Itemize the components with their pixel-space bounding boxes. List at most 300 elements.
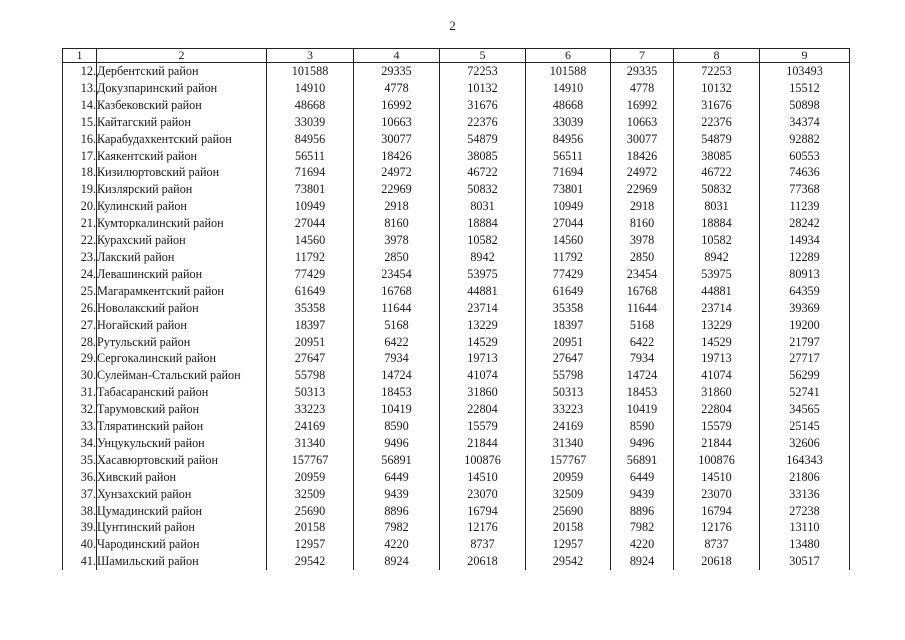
district-name: Рутульский район [97, 334, 267, 351]
value-cell: 29542 [267, 553, 354, 570]
value-cell: 8031 [674, 198, 760, 215]
value-cell: 22969 [611, 181, 674, 198]
value-cell: 23454 [354, 266, 440, 283]
district-name: Цумадинский район [97, 503, 267, 520]
row-number: 22. [63, 232, 97, 249]
value-cell: 4220 [354, 536, 440, 553]
value-cell: 8896 [611, 503, 674, 520]
value-cell: 77368 [760, 181, 850, 198]
value-cell: 8737 [440, 536, 526, 553]
value-cell: 53975 [440, 266, 526, 283]
value-cell: 27647 [267, 350, 354, 367]
value-cell: 55798 [526, 367, 611, 384]
district-name: Сулейман-Стальский район [97, 367, 267, 384]
value-cell: 10582 [440, 232, 526, 249]
value-cell: 31860 [440, 384, 526, 401]
value-cell: 24972 [354, 164, 440, 181]
value-cell: 18453 [611, 384, 674, 401]
value-cell: 8942 [674, 249, 760, 266]
value-cell: 14529 [674, 334, 760, 351]
value-cell: 8924 [611, 553, 674, 570]
district-name: Кизилюртовский район [97, 164, 267, 181]
value-cell: 30517 [760, 553, 850, 570]
row-number: 38. [63, 503, 97, 520]
district-name: Новолакский район [97, 300, 267, 317]
value-cell: 3978 [354, 232, 440, 249]
column-header-7: 7 [611, 49, 674, 63]
value-cell: 22969 [354, 181, 440, 198]
value-cell: 48668 [526, 97, 611, 114]
row-number: 17. [63, 148, 97, 165]
data-table [62, 48, 850, 570]
value-cell: 11644 [354, 300, 440, 317]
value-cell: 164343 [760, 452, 850, 469]
value-cell: 157767 [526, 452, 611, 469]
row-number: 28. [63, 334, 97, 351]
value-cell: 11644 [611, 300, 674, 317]
value-cell: 41074 [440, 367, 526, 384]
district-name: Карабудахкентский район [97, 131, 267, 148]
district-name: Докузпаринский район [97, 80, 267, 97]
value-cell: 80913 [760, 266, 850, 283]
value-cell: 8031 [440, 198, 526, 215]
column-header-5: 5 [440, 49, 526, 63]
table-row [63, 469, 850, 486]
column-header-2: 2 [97, 49, 267, 63]
value-cell: 100876 [440, 452, 526, 469]
value-cell: 33223 [526, 401, 611, 418]
value-cell: 10132 [440, 80, 526, 97]
district-name: Унцукульский район [97, 435, 267, 452]
value-cell: 4778 [354, 80, 440, 97]
table-body [63, 63, 850, 571]
district-name: Чародинский район [97, 536, 267, 553]
value-cell: 73801 [526, 181, 611, 198]
value-cell: 20618 [674, 553, 760, 570]
value-cell: 14724 [611, 367, 674, 384]
value-cell: 48668 [267, 97, 354, 114]
value-cell: 50313 [526, 384, 611, 401]
table-row [63, 232, 850, 249]
row-number: 40. [63, 536, 97, 553]
column-header-3: 3 [267, 49, 354, 63]
table-row [63, 367, 850, 384]
value-cell: 6422 [354, 334, 440, 351]
value-cell: 31340 [267, 435, 354, 452]
value-cell: 14934 [760, 232, 850, 249]
table-row [63, 181, 850, 198]
value-cell: 27647 [526, 350, 611, 367]
value-cell: 27238 [760, 503, 850, 520]
district-name: Хивский район [97, 469, 267, 486]
row-number: 27. [63, 317, 97, 334]
value-cell: 16768 [611, 283, 674, 300]
value-cell: 20618 [440, 553, 526, 570]
value-cell: 22376 [440, 114, 526, 131]
table-row [63, 435, 850, 452]
district-name: Хунзахский район [97, 486, 267, 503]
value-cell: 8942 [440, 249, 526, 266]
value-cell: 54879 [674, 131, 760, 148]
value-cell: 50832 [440, 181, 526, 198]
value-cell: 16794 [674, 503, 760, 520]
value-cell: 55798 [267, 367, 354, 384]
table-row [63, 215, 850, 232]
value-cell: 61649 [526, 283, 611, 300]
value-cell: 30077 [611, 131, 674, 148]
value-cell: 21797 [760, 334, 850, 351]
value-cell: 14724 [354, 367, 440, 384]
value-cell: 31860 [674, 384, 760, 401]
value-cell: 7934 [354, 350, 440, 367]
value-cell: 8160 [354, 215, 440, 232]
table-row [63, 519, 850, 536]
value-cell: 56511 [267, 148, 354, 165]
value-cell: 13480 [760, 536, 850, 553]
value-cell: 38085 [674, 148, 760, 165]
table-row [63, 198, 850, 215]
value-cell: 31676 [440, 97, 526, 114]
value-cell: 33223 [267, 401, 354, 418]
value-cell: 13229 [440, 317, 526, 334]
value-cell: 33039 [267, 114, 354, 131]
value-cell: 56299 [760, 367, 850, 384]
value-cell: 25145 [760, 418, 850, 435]
value-cell: 20951 [526, 334, 611, 351]
value-cell: 18397 [267, 317, 354, 334]
row-number: 32. [63, 401, 97, 418]
row-number: 24. [63, 266, 97, 283]
value-cell: 20158 [526, 519, 611, 536]
table-row [63, 80, 850, 97]
value-cell: 23070 [674, 486, 760, 503]
table-row [63, 401, 850, 418]
value-cell: 24972 [611, 164, 674, 181]
value-cell: 18397 [526, 317, 611, 334]
row-number: 41. [63, 553, 97, 570]
value-cell: 9496 [354, 435, 440, 452]
value-cell: 12957 [267, 536, 354, 553]
value-cell: 9439 [354, 486, 440, 503]
value-cell: 12957 [526, 536, 611, 553]
value-cell: 14560 [526, 232, 611, 249]
value-cell: 34565 [760, 401, 850, 418]
value-cell: 103493 [760, 63, 850, 80]
table-row [63, 283, 850, 300]
row-number: 29. [63, 350, 97, 367]
header-row [63, 49, 850, 63]
value-cell: 15579 [674, 418, 760, 435]
value-cell: 12176 [674, 519, 760, 536]
value-cell: 18884 [674, 215, 760, 232]
value-cell: 10949 [267, 198, 354, 215]
value-cell: 25690 [526, 503, 611, 520]
value-cell: 24169 [267, 418, 354, 435]
value-cell: 27044 [526, 215, 611, 232]
row-number: 25. [63, 283, 97, 300]
value-cell: 24169 [526, 418, 611, 435]
row-number: 30. [63, 367, 97, 384]
row-number: 23. [63, 249, 97, 266]
row-number: 12. [63, 63, 97, 80]
row-number: 14. [63, 97, 97, 114]
value-cell: 27717 [760, 350, 850, 367]
district-name: Шамильский район [97, 553, 267, 570]
value-cell: 9439 [611, 486, 674, 503]
value-cell: 41074 [674, 367, 760, 384]
value-cell: 21844 [674, 435, 760, 452]
value-cell: 74636 [760, 164, 850, 181]
value-cell: 16794 [440, 503, 526, 520]
district-name: Тарумовский район [97, 401, 267, 418]
value-cell: 44881 [674, 283, 760, 300]
row-number: 26. [63, 300, 97, 317]
value-cell: 27044 [267, 215, 354, 232]
district-name: Магарамкентский район [97, 283, 267, 300]
table-row [63, 300, 850, 317]
district-name: Кумторкалинский район [97, 215, 267, 232]
value-cell: 19713 [440, 350, 526, 367]
column-header-4: 4 [354, 49, 440, 63]
value-cell: 19713 [674, 350, 760, 367]
value-cell: 14529 [440, 334, 526, 351]
value-cell: 10949 [526, 198, 611, 215]
row-number: 15. [63, 114, 97, 131]
value-cell: 14910 [526, 80, 611, 97]
value-cell: 7934 [611, 350, 674, 367]
value-cell: 100876 [674, 452, 760, 469]
value-cell: 11792 [267, 249, 354, 266]
column-header-1: 1 [63, 49, 97, 63]
value-cell: 7982 [611, 519, 674, 536]
district-name: Цунтинский район [97, 519, 267, 536]
district-name: Казбековский район [97, 97, 267, 114]
value-cell: 3978 [611, 232, 674, 249]
value-cell: 8160 [611, 215, 674, 232]
value-cell: 101588 [267, 63, 354, 80]
value-cell: 8896 [354, 503, 440, 520]
column-header-8: 8 [674, 49, 760, 63]
district-name: Дербентский район [97, 63, 267, 80]
row-number: 19. [63, 181, 97, 198]
table-row [63, 97, 850, 114]
row-number: 21. [63, 215, 97, 232]
value-cell: 32509 [267, 486, 354, 503]
value-cell: 22376 [674, 114, 760, 131]
value-cell: 22804 [440, 401, 526, 418]
value-cell: 50898 [760, 97, 850, 114]
value-cell: 6422 [611, 334, 674, 351]
value-cell: 18884 [440, 215, 526, 232]
value-cell: 84956 [267, 131, 354, 148]
table-row [63, 503, 850, 520]
value-cell: 23714 [440, 300, 526, 317]
value-cell: 33136 [760, 486, 850, 503]
value-cell: 50313 [267, 384, 354, 401]
value-cell: 21844 [440, 435, 526, 452]
value-cell: 29335 [611, 63, 674, 80]
value-cell: 5168 [354, 317, 440, 334]
table-row [63, 63, 850, 80]
value-cell: 20951 [267, 334, 354, 351]
row-number: 33. [63, 418, 97, 435]
row-number: 37. [63, 486, 97, 503]
value-cell: 31676 [674, 97, 760, 114]
value-cell: 72253 [674, 63, 760, 80]
value-cell: 64359 [760, 283, 850, 300]
value-cell: 56891 [611, 452, 674, 469]
value-cell: 23070 [440, 486, 526, 503]
value-cell: 71694 [526, 164, 611, 181]
value-cell: 15579 [440, 418, 526, 435]
value-cell: 101588 [526, 63, 611, 80]
value-cell: 12176 [440, 519, 526, 536]
value-cell: 31340 [526, 435, 611, 452]
district-name: Хасавюртовский район [97, 452, 267, 469]
district-name: Кулинский район [97, 198, 267, 215]
row-number: 18. [63, 164, 97, 181]
value-cell: 8590 [354, 418, 440, 435]
value-cell: 10419 [611, 401, 674, 418]
value-cell: 2918 [611, 198, 674, 215]
table-row [63, 486, 850, 503]
value-cell: 7982 [354, 519, 440, 536]
district-name: Курахский район [97, 232, 267, 249]
value-cell: 10132 [674, 80, 760, 97]
value-cell: 56511 [526, 148, 611, 165]
value-cell: 11792 [526, 249, 611, 266]
value-cell: 30077 [354, 131, 440, 148]
value-cell: 4778 [611, 80, 674, 97]
value-cell: 25690 [267, 503, 354, 520]
page-number: 2 [449, 18, 456, 33]
district-name: Кайтагский район [97, 114, 267, 131]
value-cell: 11239 [760, 198, 850, 215]
table-row [63, 249, 850, 266]
value-cell: 8590 [611, 418, 674, 435]
value-cell: 5168 [611, 317, 674, 334]
value-cell: 2918 [354, 198, 440, 215]
table-row [63, 114, 850, 131]
value-cell: 2850 [611, 249, 674, 266]
value-cell: 15512 [760, 80, 850, 97]
value-cell: 32606 [760, 435, 850, 452]
value-cell: 73801 [267, 181, 354, 198]
value-cell: 19200 [760, 317, 850, 334]
value-cell: 77429 [526, 266, 611, 283]
table-row [63, 334, 850, 351]
value-cell: 16768 [354, 283, 440, 300]
value-cell: 50832 [674, 181, 760, 198]
table-row [63, 317, 850, 334]
value-cell: 13229 [674, 317, 760, 334]
value-cell: 13110 [760, 519, 850, 536]
column-header-9: 9 [760, 49, 850, 63]
value-cell: 23454 [611, 266, 674, 283]
value-cell: 16992 [611, 97, 674, 114]
value-cell: 28242 [760, 215, 850, 232]
value-cell: 20959 [526, 469, 611, 486]
value-cell: 38085 [440, 148, 526, 165]
value-cell: 56891 [354, 452, 440, 469]
value-cell: 23714 [674, 300, 760, 317]
value-cell: 20158 [267, 519, 354, 536]
value-cell: 18426 [611, 148, 674, 165]
value-cell: 53975 [674, 266, 760, 283]
district-name: Ногайский район [97, 317, 267, 334]
value-cell: 33039 [526, 114, 611, 131]
row-number: 16. [63, 131, 97, 148]
value-cell: 10663 [354, 114, 440, 131]
value-cell: 18453 [354, 384, 440, 401]
value-cell: 12289 [760, 249, 850, 266]
value-cell: 71694 [267, 164, 354, 181]
value-cell: 72253 [440, 63, 526, 80]
table-row [63, 148, 850, 165]
value-cell: 35358 [526, 300, 611, 317]
table-row [63, 131, 850, 148]
value-cell: 22804 [674, 401, 760, 418]
row-number: 35. [63, 452, 97, 469]
value-cell: 60553 [760, 148, 850, 165]
value-cell: 9496 [611, 435, 674, 452]
table-row [63, 266, 850, 283]
table-row [63, 350, 850, 367]
value-cell: 14510 [440, 469, 526, 486]
value-cell: 21806 [760, 469, 850, 486]
value-cell: 10419 [354, 401, 440, 418]
table-row [63, 164, 850, 181]
value-cell: 2850 [354, 249, 440, 266]
value-cell: 34374 [760, 114, 850, 131]
value-cell: 157767 [267, 452, 354, 469]
value-cell: 92882 [760, 131, 850, 148]
row-number: 13. [63, 80, 97, 97]
table-row [63, 553, 850, 570]
value-cell: 14510 [674, 469, 760, 486]
value-cell: 77429 [267, 266, 354, 283]
value-cell: 14560 [267, 232, 354, 249]
value-cell: 20959 [267, 469, 354, 486]
value-cell: 46722 [674, 164, 760, 181]
value-cell: 84956 [526, 131, 611, 148]
value-cell: 8924 [354, 553, 440, 570]
table-row [63, 418, 850, 435]
value-cell: 52741 [760, 384, 850, 401]
value-cell: 46722 [440, 164, 526, 181]
row-number: 39. [63, 519, 97, 536]
value-cell: 4220 [611, 536, 674, 553]
value-cell: 44881 [440, 283, 526, 300]
value-cell: 54879 [440, 131, 526, 148]
value-cell: 14910 [267, 80, 354, 97]
district-name: Кизлярский район [97, 181, 267, 198]
row-number: 20. [63, 198, 97, 215]
value-cell: 10663 [611, 114, 674, 131]
value-cell: 35358 [267, 300, 354, 317]
district-name: Тляратинский район [97, 418, 267, 435]
value-cell: 16992 [354, 97, 440, 114]
value-cell: 39369 [760, 300, 850, 317]
district-name: Левашинский район [97, 266, 267, 283]
row-number: 31. [63, 384, 97, 401]
value-cell: 10582 [674, 232, 760, 249]
value-cell: 29335 [354, 63, 440, 80]
district-name: Табасаранский район [97, 384, 267, 401]
table-row [63, 536, 850, 553]
column-header-6: 6 [526, 49, 611, 63]
table-row [63, 452, 850, 469]
